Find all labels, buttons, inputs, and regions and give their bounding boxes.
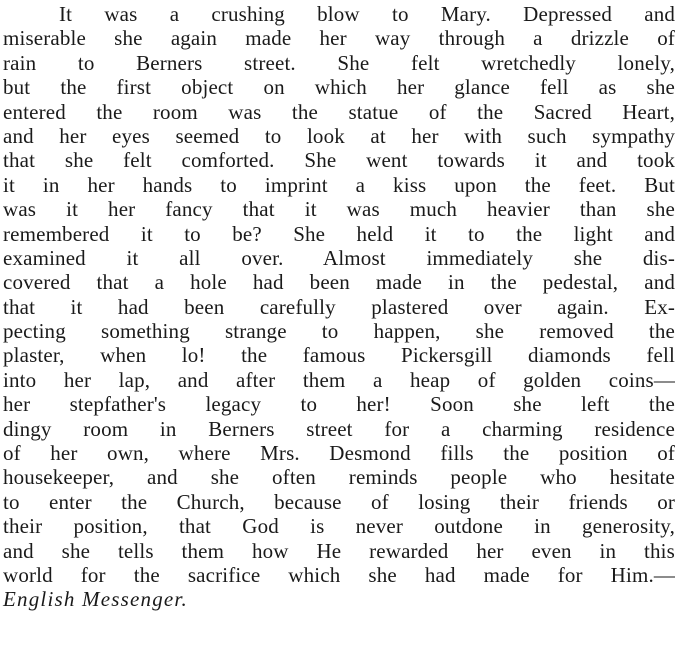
- text-line: their position, that God is never outdone in generosity,: [3, 514, 675, 539]
- text-line: remembered it to be? She held it to the light and: [3, 221, 675, 246]
- text-line: her stepfather's legacy to her! Soon she left the: [3, 392, 675, 417]
- text-line: miserable she again made her way through a drizzle of: [3, 26, 675, 51]
- text-line: It was a crushing blow to Mary. Depressed and: [59, 2, 675, 26]
- text-line: covered that a hole had been made in the pedestal, and: [3, 270, 675, 295]
- article-column: [3, 2, 675, 612]
- text-line: into her lap, and after them a heap of golden coins—: [3, 367, 675, 392]
- text-line: world for the sacrifice which she had made for Him.—: [3, 562, 675, 587]
- text-line: but the first object on which her glance fell as she: [3, 75, 675, 100]
- text-line: of her own, where Mrs. Desmond fills the position of: [3, 441, 675, 466]
- text-line: housekeeper, and she often reminds people who hesitate: [3, 465, 675, 490]
- text-line: that it had been carefully plastered over again. Ex-: [3, 294, 675, 319]
- text-line: and she tells them how He rewarded her even in this: [3, 538, 675, 563]
- text-line: to enter the Church, because of losing their friends or: [3, 489, 675, 514]
- text-line: was it her fancy that it was much heavier than she: [3, 197, 675, 222]
- text-line: dingy room in Berners street for a charming residence: [3, 416, 675, 441]
- text-line: rain to Berners street. She felt wretchedly lonely,: [3, 50, 675, 75]
- text-line: and her eyes seemed to look at her with such sympathy: [3, 123, 675, 148]
- text-line: that she felt comforted. She went towards it and took: [3, 148, 675, 173]
- text-line: it in her hands to imprint a kiss upon the feet. But: [3, 172, 675, 197]
- text-line: pecting something strange to happen, she removed the: [3, 319, 675, 344]
- text-line: plaster, when lo! the famous Pickersgill diamonds fell: [3, 343, 675, 368]
- source-attribution: English Messenger.: [3, 587, 188, 612]
- text-line: entered the room was the statue of the Sacred Heart,: [3, 99, 675, 124]
- text-line: examined it all over. Almost immediately she dis-: [3, 245, 675, 270]
